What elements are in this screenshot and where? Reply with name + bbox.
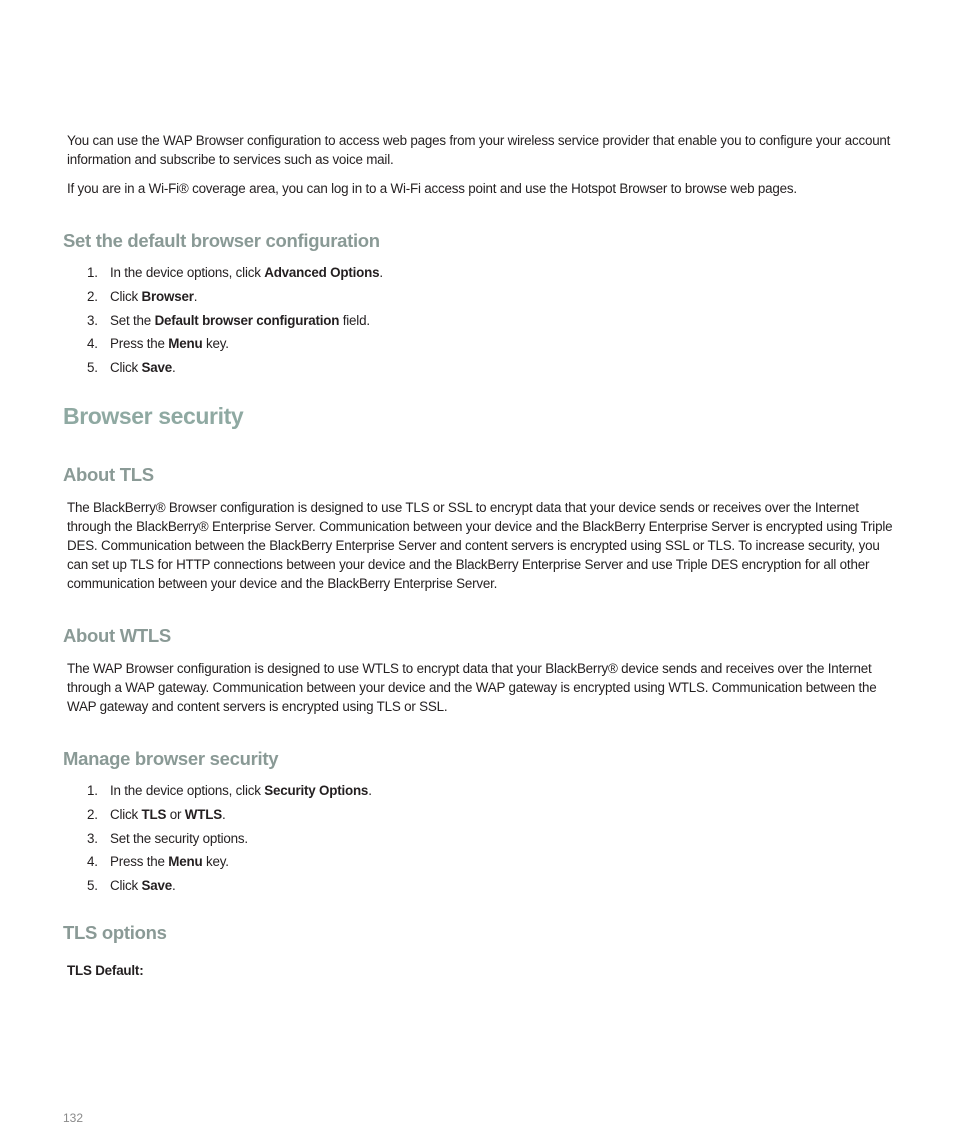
about-wtls-paragraph: The WAP Browser configuration is designed to use WTLS to encrypt data that your BlackBerry® device sends and receives over the Internet through a WAP gateway. Communication between your device and the WAP gateway is encrypted using WTLS. Communication between the WAP gateway and content servers is encrypted using TLS or SSL. [67,661,877,714]
heading-about-wtls: About WTLS [63,625,171,646]
tls-default-label: TLS Default: [67,963,144,978]
heading-browser-security: Browser security [63,403,244,429]
list-item: 4. Press the Menu key. [87,854,229,870]
page-number: 132 [63,1111,84,1125]
list-item: 5. Click Save. [87,878,176,894]
manage-security-steps [87,781,372,900]
list-item: 1. In the device options, click Advanced Options. [87,265,383,280]
default-config-steps [87,263,383,382]
list-item: 2. Click TLS or WTLS. [87,806,226,822]
about-tls-paragraph: The BlackBerry® Browser configuration is designed to use TLS or SSL to encrypt data that your device sends or receives over the Internet through the BlackBerry® Enterprise Server. Communication between your device and the BlackBerry Enterprise Server is encrypted using Triple DES. Communication between the BlackBerry Enterprise Server and content servers is encrypted using SSL or TLS. To increase security, you can set up TLS for HTTP connections between your device and the BlackBerry Enterprise Server and use Triple DES encryption for all other communication between your device and the BlackBerry Enterprise Server. [67,500,893,591]
intro-paragraph-wap: You can use the WAP Browser configuration to access web pages from your wireless service provider that enable you to configure your account information and subscribe to services such as voice mail. [67,133,891,167]
list-item: 4. Press the Menu key. [87,336,229,352]
list-item: 3. Set the Default browser configuration field. [87,312,370,328]
intro-paragraph-wifi: If you are in a Wi-Fi® coverage area, you can log in to a Wi-Fi access point and use the Hotspot Browser to browse web pages. [67,181,797,196]
heading-about-tls: About TLS [63,464,154,485]
list-item: 5. Click Save. [87,360,176,376]
heading-tls-options: TLS options [63,922,167,943]
heading-set-default-browser: Set the default browser configuration [63,230,380,251]
list-item: 1. In the device options, click Security Options. [87,783,372,798]
list-item: 3. Set the security options. [87,830,248,846]
heading-manage-browser-security: Manage browser security [63,748,279,769]
list-item: 2. Click Browser. [87,288,198,304]
